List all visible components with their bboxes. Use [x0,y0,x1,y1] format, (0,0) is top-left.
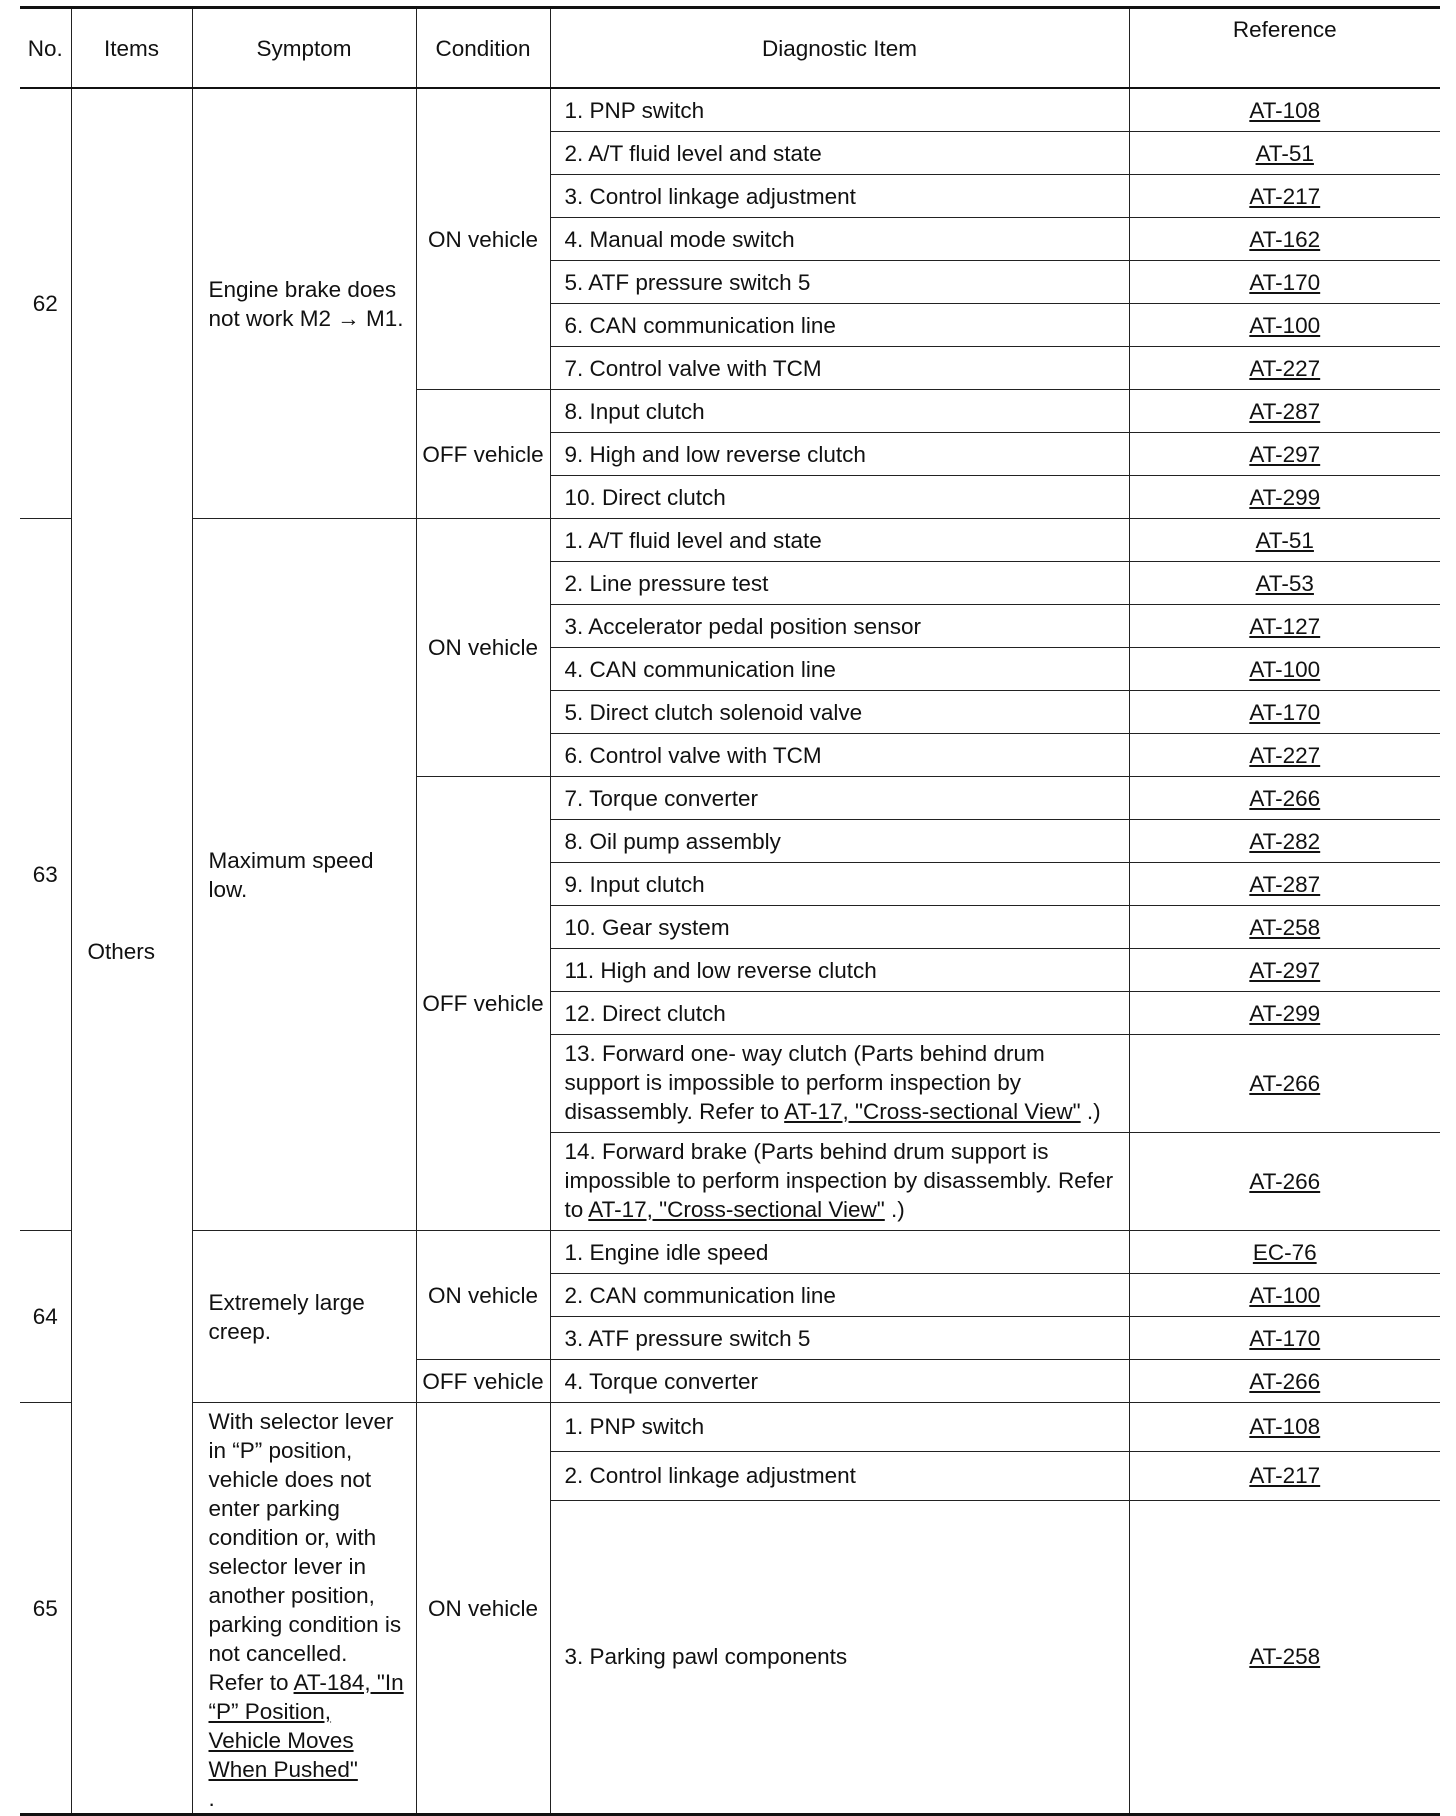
header-diagnostic-item: Diagnostic Item [550,8,1129,89]
diagnostic-item: 4. Torque converter [550,1360,1129,1403]
row-number: 64 [20,1231,71,1403]
diagnostic-table-page [20,6,1440,1816]
reference-link[interactable]: AT-266 [1129,1360,1440,1403]
reference-link[interactable]: AT-266 [1129,1133,1440,1231]
diagnostic-item: 5. Direct clutch solenoid valve [550,691,1129,734]
symptom-cell: Maximum speed low. [192,519,416,1231]
diagnostic-item: 12. Direct clutch [550,992,1129,1035]
reference-link[interactable]: AT-51 [1129,519,1440,562]
diagnostic-text-end: .) [884,1197,905,1222]
header-no: No. [20,8,71,89]
condition-off-vehicle: OFF vehicle [416,390,550,519]
table-row [20,1231,1440,1274]
condition-on-vehicle: ON vehicle [416,519,550,777]
reference-link[interactable]: AT-266 [1129,1035,1440,1133]
reference-link[interactable]: AT-162 [1129,218,1440,261]
diagnostic-item: 2. A/T fluid level and state [550,132,1129,175]
reference-link[interactable]: AT-297 [1129,949,1440,992]
diagnostic-item: 2. Control linkage adjustment [550,1451,1129,1500]
condition-on-vehicle: ON vehicle [416,1403,550,1815]
symptom-cell [192,1403,416,1815]
diagnostic-text-end: .) [1080,1099,1101,1124]
symptom-reference-link[interactable]: AT-184, "In “P” Position, Vehicle Moves When Pushed" [208,1670,404,1782]
reference-link[interactable]: AT-170 [1129,691,1440,734]
reference-link[interactable]: AT-258 [1129,1500,1440,1814]
diagnostic-item: 4. CAN communication line [550,648,1129,691]
diagnostic-item: 9. Input clutch [550,863,1129,906]
header-symptom: Symptom [192,8,416,89]
diagnostic-item: 3. Control linkage adjustment [550,175,1129,218]
symptom-text: With selector lever in “P” position, vehicle does not enter parking condition or, with selector lever in another position, parking condition is not cancelled. [208,1409,402,1666]
row-number: 63 [20,519,71,1231]
diagnostic-item: 9. High and low reverse clutch [550,433,1129,476]
diagnostic-item: 7. Torque converter [550,777,1129,820]
diagnostic-item [550,1035,1129,1133]
reference-link[interactable]: AT-108 [1129,88,1440,132]
symptom-refer-text: Refer to [208,1670,294,1695]
diagnostic-item: 3. Accelerator pedal position sensor [550,605,1129,648]
symptom-end-period: . [208,1786,215,1811]
diagnostic-item: 6. Control valve with TCM [550,734,1129,777]
reference-link[interactable]: EC-76 [1129,1231,1440,1274]
diagnostic-item: 1. A/T fluid level and state [550,519,1129,562]
reference-link[interactable]: AT-100 [1129,1274,1440,1317]
items-category: Others [71,88,192,1815]
diagnostic-item: 6. CAN communication line [550,304,1129,347]
table-row [20,519,1440,562]
symptom-cell: Extremely large creep. [192,1231,416,1403]
table-row [20,1403,1440,1452]
reference-link[interactable]: AT-108 [1129,1403,1440,1452]
diagnostic-item: 5. ATF pressure switch 5 [550,261,1129,304]
reference-link[interactable]: AT-170 [1129,261,1440,304]
header-condition: Condition [416,8,550,89]
reference-link[interactable]: AT-299 [1129,992,1440,1035]
diagnostic-item: 1. PNP switch [550,1403,1129,1452]
diagnostic-item: 10. Gear system [550,906,1129,949]
diagnostic-item: 1. Engine idle speed [550,1231,1129,1274]
diagnostic-item: 4. Manual mode switch [550,218,1129,261]
reference-link[interactable]: AT-258 [1129,906,1440,949]
condition-off-vehicle: OFF vehicle [416,1360,550,1403]
diagnostic-table [20,6,1440,1816]
diagnostic-item: 3. ATF pressure switch 5 [550,1317,1129,1360]
reference-link[interactable]: AT-297 [1129,433,1440,476]
condition-off-vehicle: OFF vehicle [416,777,550,1231]
diagnostic-item: 8. Input clutch [550,390,1129,433]
table-row [20,88,1440,132]
diagnostic-text: 13. Forward one- way clutch (Parts behind drum support is impossible to perform inspection by disassembly. Refer to [564,1041,1045,1124]
diagnostic-item: 11. High and low reverse clutch [550,949,1129,992]
condition-on-vehicle: ON vehicle [416,88,550,390]
reference-link[interactable]: AT-170 [1129,1317,1440,1360]
reference-link[interactable]: AT-266 [1129,777,1440,820]
cross-section-link[interactable]: AT-17, "Cross-sectional View" [784,1099,1081,1124]
reference-link[interactable]: AT-100 [1129,304,1440,347]
diagnostic-item: 2. Line pressure test [550,562,1129,605]
header-reference: Reference [1129,8,1440,89]
row-number: 65 [20,1403,71,1815]
diagnostic-text: 14. Forward brake (Parts behind drum support is impossible to perform inspection by disassembly. Refer to [564,1139,1114,1222]
reference-link[interactable]: AT-282 [1129,820,1440,863]
condition-on-vehicle: ON vehicle [416,1231,550,1360]
diagnostic-item: 10. Direct clutch [550,476,1129,519]
reference-link[interactable]: AT-299 [1129,476,1440,519]
reference-link[interactable]: AT-53 [1129,562,1440,605]
diagnostic-item: 2. CAN communication line [550,1274,1129,1317]
diagnostic-item: 8. Oil pump assembly [550,820,1129,863]
diagnostic-item: 3. Parking pawl components [550,1500,1129,1814]
diagnostic-item [550,1133,1129,1231]
reference-link[interactable]: AT-287 [1129,390,1440,433]
diagnostic-item: 7. Control valve with TCM [550,347,1129,390]
reference-link[interactable]: AT-127 [1129,605,1440,648]
cross-section-link[interactable]: AT-17, "Cross-sectional View" [588,1197,885,1222]
reference-link[interactable]: AT-287 [1129,863,1440,906]
reference-link[interactable]: AT-217 [1129,1451,1440,1500]
table-header-row [20,8,1440,89]
diagnostic-item: 1. PNP switch [550,88,1129,132]
reference-link[interactable]: AT-51 [1129,132,1440,175]
reference-link[interactable]: AT-227 [1129,347,1440,390]
reference-link[interactable]: AT-227 [1129,734,1440,777]
symptom-cell: Engine brake does not work M2 → M1. [192,88,416,519]
reference-link[interactable]: AT-100 [1129,648,1440,691]
header-items: Items [71,8,192,89]
reference-link[interactable]: AT-217 [1129,175,1440,218]
row-number: 62 [20,88,71,519]
